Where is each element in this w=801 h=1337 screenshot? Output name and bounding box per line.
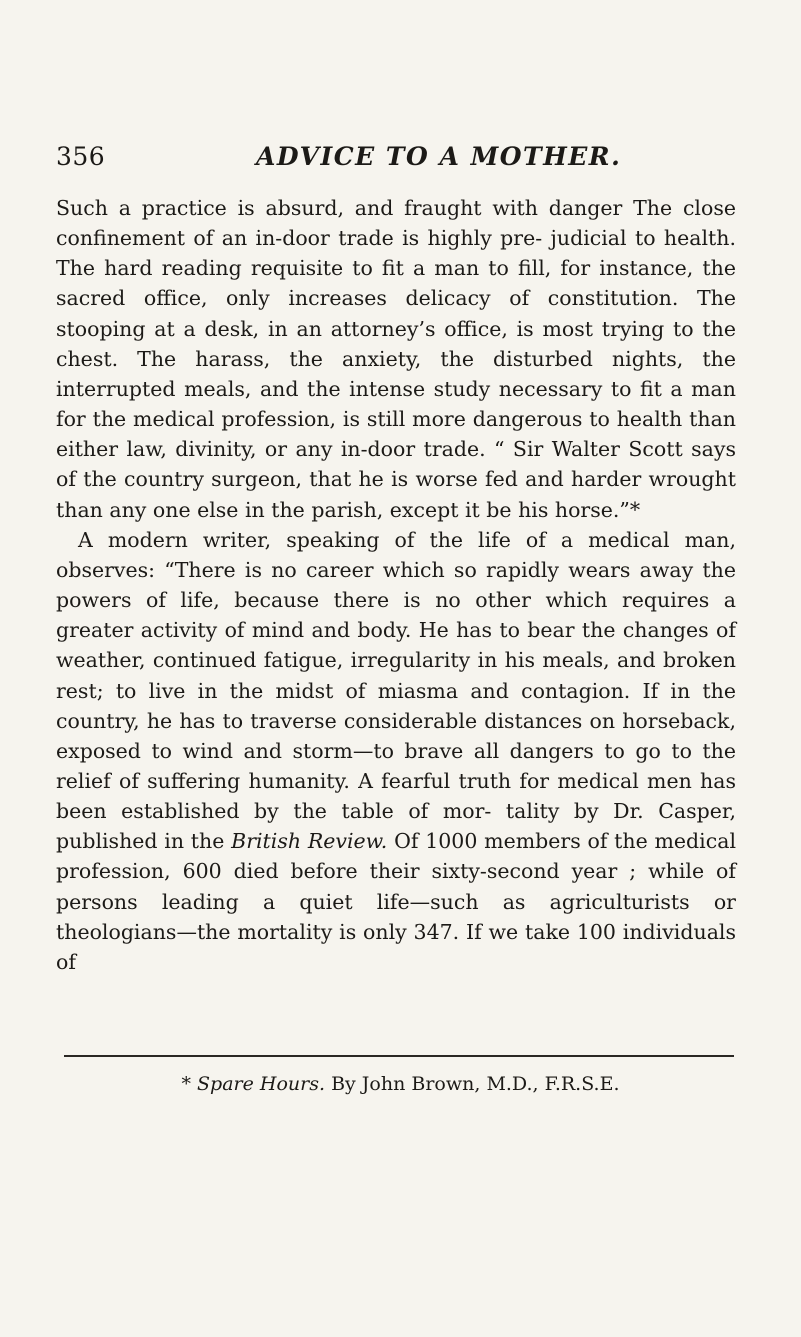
paragraph-2 [56,525,736,977]
text-line: delicacy of constitution. The stooping at a desk, in an [56,286,736,341]
text-line: wears away the powers of life, because there is no other [56,557,736,613]
text-line: has to traverse considerable distances on horseback, [179,708,736,733]
body-text [56,193,736,977]
footnote-marker: * [181,1073,198,1095]
footnote-book-title: Spare Hours. [197,1073,326,1095]
text-line: parish, except it be his horse.”* [311,497,641,522]
running-title: ADVICE TO A MOTHER. [256,142,622,171]
footnote-citation: By John Brown, M.D., F.R.S.E. [325,1073,620,1095]
page-number: 356 [56,142,106,171]
footnote [0,1072,801,1096]
running-header [56,142,746,178]
journal-title: British Review. [231,829,388,854]
text-line: exposed to wind and storm—to brave all dangers to go [56,738,661,763]
text-line: attorney’s office, is most trying to the chest. The [56,316,736,371]
text-line: Walter Scott says of the country surgeon, that he is [56,437,736,492]
text-line: has to bear the changes of weather, continued fatigue, [56,618,736,673]
text-line: before their sixty-second year ; while of persons leading [56,859,736,914]
text-line: Of 1000 members of the medical profession, 600 died [56,829,737,884]
text-line: man, observes: “There is no career which so rapidly [56,527,736,582]
text-line: than either law, divinity, or any in-door trade. “ Sir [56,407,736,462]
text-line: meals, and the intense study necessary to fit a man for [56,376,736,432]
text-line: the medical profession, is still more dangerous to health [92,407,683,432]
text-line: harass, the anxiety, the disturbed nights, the interrupted [56,346,736,401]
text-line: The close confinement of an in-door trade is highly pre- [56,196,736,251]
text-line: midst of miasma and contagion. If in the country, he [56,678,736,733]
text-line: tality by Dr. Casper, published in the [56,799,736,854]
text-line: judicial to health. The hard reading requisite to fit a [56,226,736,281]
text-line: worse fed and harder wrought than any one else in the [56,467,736,522]
paragraph-1 [56,193,736,525]
text-line: irregularity in his meals, and broken rest; to live in the [56,648,736,703]
text-line: medical men has been established by the table of mor- [56,768,736,824]
text-line: Such a practice is absurd, and fraught with danger [56,196,623,220]
text-line: mortality is only 347. If we take 100 individuals of [56,919,736,974]
text-line: which requires a greater activity of mind and body. He [56,588,736,643]
text-line: to the relief of suffering humanity. A fearful truth for [56,738,737,793]
text-line: a quiet life—such as agriculturists or theologians—the [56,889,736,944]
text-line: A modern writer, speaking of the life of a medical [78,527,670,552]
text-line: man to fill, for instance, the sacred office, only increases [56,256,736,311]
footnote-divider [64,1055,734,1057]
